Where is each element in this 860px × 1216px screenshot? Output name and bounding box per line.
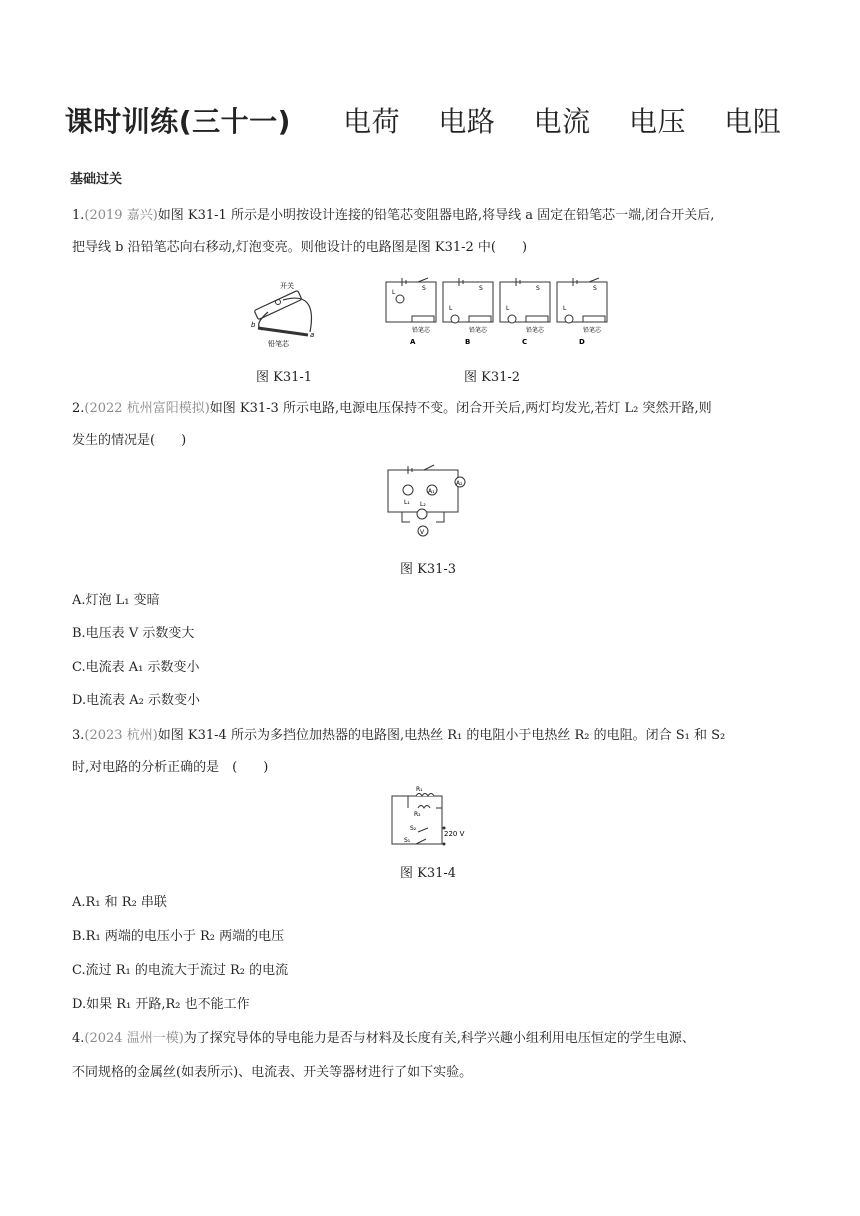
option-label: C <box>522 338 528 346</box>
question-4-line-1 <box>72 1030 695 1048</box>
title-topic: 电荷 <box>343 105 401 138</box>
lamp-label: L <box>392 289 396 296</box>
pencil-label: 铅笔芯 <box>469 327 488 334</box>
question-number: 2. <box>72 401 85 416</box>
question-4-line-2: 不同规格的金属丝(如表所示)、电流表、开关等器材进行了如下实验。 <box>72 1065 473 1080</box>
figure-k31-3 <box>380 464 472 542</box>
switch-s1-label: S₁ <box>404 837 411 844</box>
circuit-option-c <box>500 278 550 346</box>
switch-label: S <box>536 285 540 292</box>
fig1-b-label: b <box>251 321 256 329</box>
question-2-line-1 <box>72 400 712 418</box>
option-label: A <box>410 338 416 346</box>
question-number: 4. <box>72 1031 85 1046</box>
figure-caption: 图 K31-3 <box>400 562 457 577</box>
question-text: 如图 K31-4 所示为多挡位加热器的电路图,电热丝 R₁ 的电阻小于电热丝 R₂ 的电阻。闭合 S₁ 和 S₂ <box>157 728 726 743</box>
question-3-line-1 <box>72 727 725 745</box>
page-title <box>0 100 860 140</box>
resistor-r2-label: R₂ <box>414 811 421 818</box>
question-3-line-2: 时,对电路的分析正确的是 ( ) <box>72 760 269 775</box>
question-source: (2024 温州一模) <box>84 1031 184 1046</box>
title-topic: 电路 <box>438 105 496 138</box>
ammeter-a1-label: A₁ <box>428 488 435 495</box>
title-topic: 电压 <box>628 105 686 138</box>
pencil-label: 铅笔芯 <box>526 327 545 334</box>
option-label: B <box>465 338 471 346</box>
pencil-label: 铅笔芯 <box>583 327 602 334</box>
question-text: 如图 K31-1 所示是小明按设计连接的铅笔芯变阻器电路,将导线 a 固定在铅笔芯一端,闭合开关后, <box>157 208 715 223</box>
question-number: 1. <box>72 208 85 223</box>
option-label: D <box>579 338 585 346</box>
section-heading: 基础过关 <box>70 172 123 187</box>
figure-k31-2 <box>384 276 614 348</box>
lamp-l1-label: L₁ <box>404 499 410 506</box>
switch-s2-label: S₂ <box>410 825 417 832</box>
figure-caption: 图 K31-4 <box>400 866 457 881</box>
option-b: B.R₁ 两端的电压小于 R₂ 两端的电压 <box>72 929 285 944</box>
lamp-label: L <box>449 305 453 312</box>
option-c: C.电流表 A₁ 示数变小 <box>72 660 200 675</box>
circuit-option-d <box>557 278 607 346</box>
switch-label: S <box>479 285 483 292</box>
option-a: A.灯泡 L₁ 变暗 <box>72 593 160 608</box>
switch-label: S <box>422 285 426 292</box>
option-d: D.电流表 A₂ 示数变小 <box>72 693 200 708</box>
figure-caption: 图 K31-2 <box>464 370 521 385</box>
question-1-line-2: 把导线 b 沿铅笔芯向右移动,灯泡变亮。则他设计的电路图是图 K31-2 中( ) <box>72 240 528 255</box>
figure-caption: 图 K31-1 <box>256 370 313 385</box>
fig1-pencil-label: 铅笔芯 <box>268 340 289 348</box>
switch-label: S <box>593 285 597 292</box>
circuit-option-a <box>386 278 436 346</box>
voltmeter-label: V <box>420 529 425 536</box>
fig1-switch-label: 开关 <box>280 282 294 290</box>
circuit-option-b <box>443 278 493 346</box>
question-source: (2019 嘉兴) <box>84 208 158 223</box>
question-source: (2022 杭州富阳模拟) <box>84 401 210 416</box>
resistor-r1-label: R₁ <box>416 786 423 793</box>
ammeter-a2-label: A₂ <box>456 480 463 487</box>
figure-k31-4 <box>388 784 474 848</box>
option-b: B.电压表 V 示数变大 <box>72 626 195 641</box>
lamp-label: L <box>506 305 510 312</box>
title-topic: 电阻 <box>724 105 782 138</box>
voltage-label: 220 V <box>444 830 465 838</box>
option-a: A.R₁ 和 R₂ 串联 <box>72 895 167 910</box>
question-text: 为了探究导体的导电能力是否与材料及长度有关,科学兴趣小组利用电压恒定的学生电源、 <box>183 1031 695 1046</box>
option-d: D.如果 R₁ 开路,R₂ 也不能工作 <box>72 997 250 1012</box>
pencil-label: 铅笔芯 <box>412 327 431 334</box>
fig1-a-label: a <box>310 331 315 339</box>
question-source: (2023 杭州) <box>84 728 158 743</box>
lamp-l2-label: L₂ <box>420 501 426 508</box>
question-2-line-2: 发生的情况是( ) <box>72 433 187 448</box>
question-text: 如图 K31-3 所示电路,电源电压保持不变。闭合开关后,两灯均发光,若灯 L₂ 突然开路,则 <box>209 401 712 416</box>
option-c: C.流过 R₁ 的电流大于流过 R₂ 的电流 <box>72 963 289 978</box>
title-main: 课时训练(三十一) <box>64 105 291 138</box>
figure-k31-1 <box>248 280 328 350</box>
question-1-line-1 <box>72 207 714 225</box>
question-number: 3. <box>72 728 85 743</box>
title-topic: 电流 <box>533 105 591 138</box>
lamp-label: L <box>563 305 567 312</box>
